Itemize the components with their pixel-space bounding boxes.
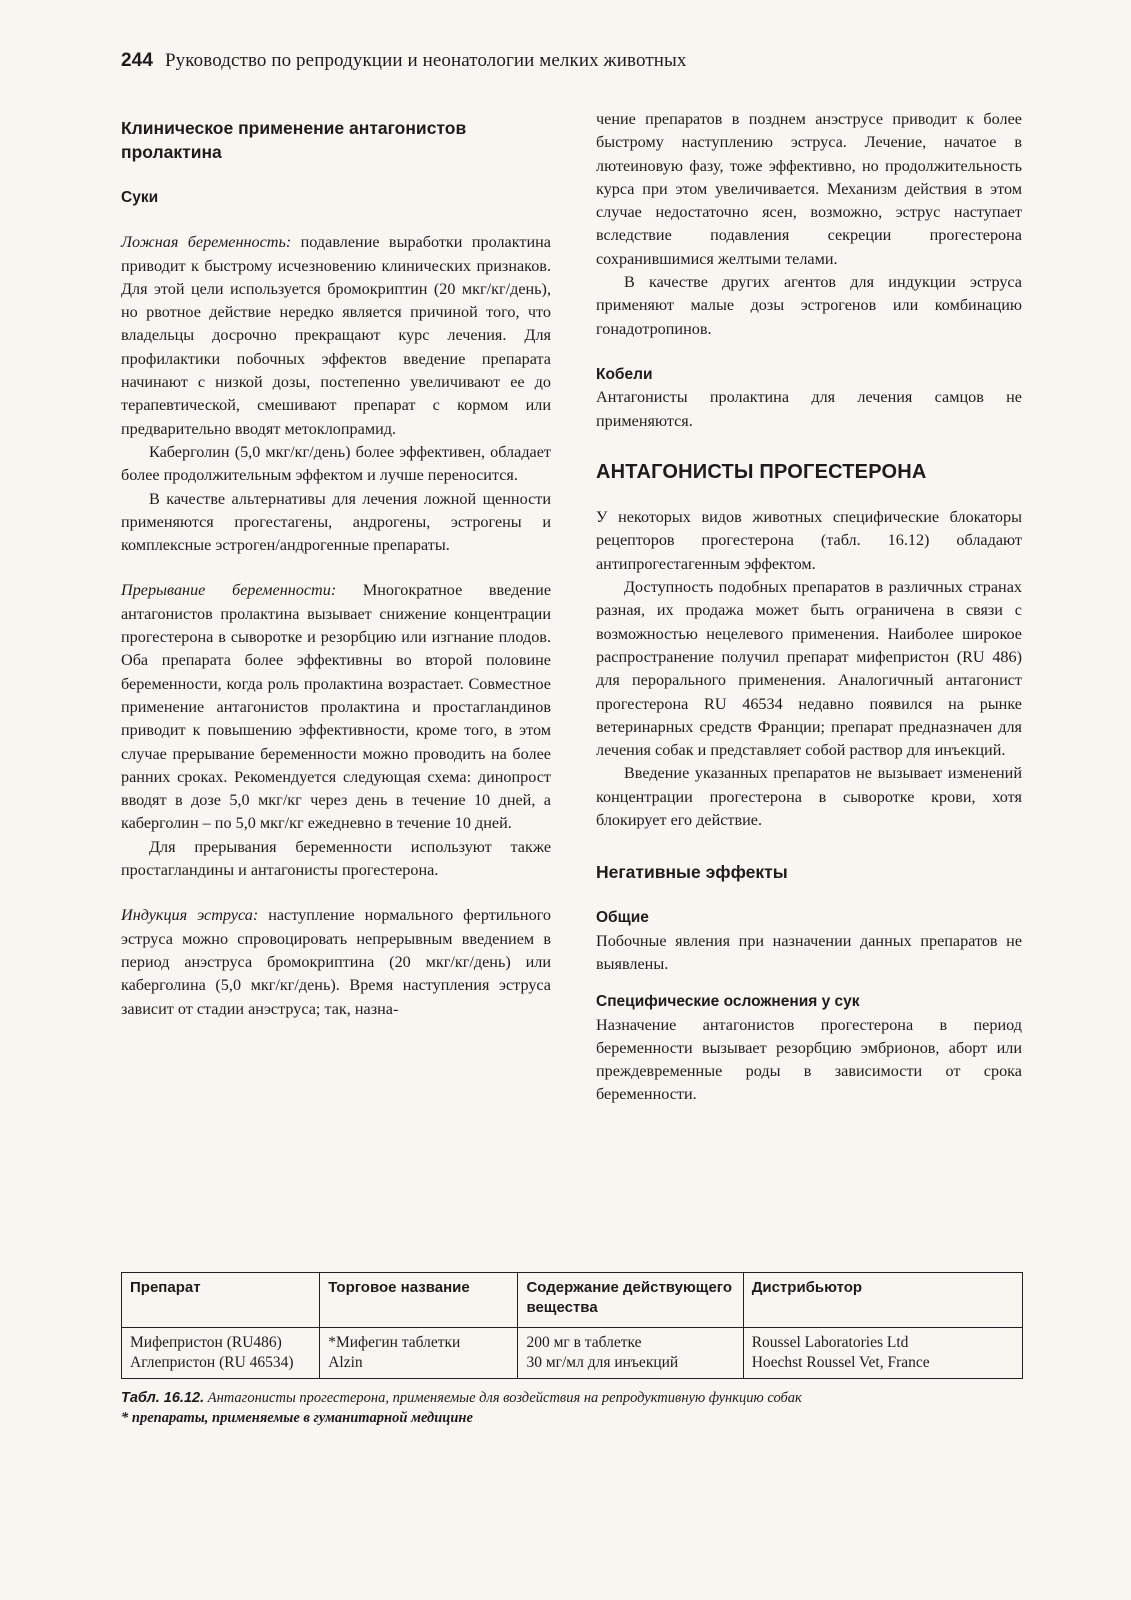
term-label: Ложная беременность: bbox=[121, 233, 292, 252]
column-header: Дистрибьютор bbox=[743, 1273, 1022, 1328]
left-column bbox=[121, 110, 551, 1021]
caption-text: Антагонисты прогестерона, применяемые для воздействия на репродуктивную функцию собак bbox=[204, 1390, 802, 1406]
paragraph: Каберголин (5,0 мкг/кг/день) более эффективен, обладает более продолжительным эффектом и лучше переносится. bbox=[121, 442, 551, 485]
table-cell: Roussel Laboratories Ltd Hoechst Roussel Vet, France bbox=[743, 1328, 1022, 1379]
paragraph: Доступность подобных препаратов в различных странах разная, их продажа может быть ограничена в связи с возможностью нецелевого применения. Наиболее широкое распространение получил препарат мифепристон (RU 486) для перорального применения. Аналогичный антагонист прогестерона RU 46534 недавно появился на рынке ветеринарных средств Франции; препарат предназначен для лечения собак и представляет собой раствор для инъекций. bbox=[596, 578, 1022, 760]
right-column bbox=[596, 108, 1022, 1107]
paragraph-estrus-induction: Индукция эструса: наступление нормального фертильного эструса можно спровоцировать непрерывным введением в период анэструса бромокриптина (20 мкг/кг/день) или каберголина (5,0 мкг/кг/день). Время наступления эструса зависит от стадии анэструса; так, назна- bbox=[121, 906, 552, 1018]
paragraph-false-pregnancy: Ложная беременность: подавление выработки пролактина приводит к быстрому исчезновению клинических признаков. Для этой цели используется бромокриптин (20 мкг/кг/день), но рвотное действие нередко является причиной того, что владельцы досрочно прекращают курс лечения. Для профилактики побочных эффектов введение препарата начинают с низкой дозы, постепенно увеличивают ее до терапевтической, смешивают препарат с кормом или предварительно вводят метоклопрамид. bbox=[121, 233, 551, 438]
column-header: Препарат bbox=[122, 1273, 320, 1328]
subheading-suki: Суки bbox=[121, 189, 159, 206]
paragraph: Для прерывания беременности используют также простагландины и антагонисты прогестерона. bbox=[121, 837, 551, 880]
paragraph: Побочные явления при назначении данных препаратов не выявлены. bbox=[596, 931, 1022, 973]
table-cell: *Мифегин таблетки Alzin bbox=[320, 1328, 518, 1379]
section-title-progesterone: АНТАГОНИСТЫ ПРОГЕСТЕРОНА bbox=[596, 460, 927, 483]
table-header-row bbox=[122, 1273, 1023, 1328]
paragraph: Введение указанных препаратов не вызывает изменений концентрации прогестерона в сыворотке крови, хотя блокирует его действие. bbox=[596, 764, 1022, 830]
column-header: Содержание действующего вещества bbox=[518, 1273, 743, 1328]
table-row bbox=[122, 1328, 1023, 1379]
paragraph: В качестве альтернативы для лечения ложной щенности применяются прогестагены, андрогены, эстрогены и комплексные эстроген/андрогенные препараты. bbox=[121, 489, 551, 555]
paragraph: Назначение антагонистов прогестерона в период беременности вызывает резорбцию эмбрионов, аборт или преждевременные роды в зависимости от срока беременности. bbox=[596, 1015, 1022, 1104]
paragraph: чение препаратов в позднем анэструсе приводит к более быстрому наступлению эструса. Лечение, начатое в лютеиновую фазу, тоже эффективно, но продолжительность курса при этом увеличивается. Механизм действия в этом случае недостаточно ясен, возможно, эструс наступает вследствие подавления секреции прогестерона сохранившимися желтыми телами. bbox=[596, 110, 1022, 268]
table-cell: 200 мг в таблетке 30 мг/мл для инъекций bbox=[518, 1328, 743, 1379]
running-title: Руководство по репродукции и неонатологии мелких животных bbox=[165, 50, 687, 71]
section-heading-negative-effects: Негативные эффекты bbox=[596, 862, 788, 883]
paragraph: У некоторых видов животных специфические блокаторы рецепторов прогестерона (табл. 16.12) обладают антипрогестагенным эффектом. bbox=[596, 508, 1022, 573]
table-cell: Мифепристон (RU486) Аглепристон (RU 46534) bbox=[122, 1328, 320, 1379]
table-block bbox=[121, 1272, 1023, 1428]
running-header bbox=[121, 50, 1021, 72]
drug-table bbox=[121, 1272, 1023, 1379]
subheading-specific: Специфические осложнения у сук bbox=[596, 993, 860, 1011]
table-footnote: * препараты, применяемые в гуманитарной медицине bbox=[121, 1410, 473, 1426]
subheading-general: Общие bbox=[596, 909, 649, 927]
paragraph-termination: Прерывание беременности: Многократное введение антагонистов пролактина вызывает снижение концентрации прогестерона в сыворотке и резорбцию или изгнание плодов. Оба препарата более эффективны во второй половине беременности, когда роль пролактина возрастает. Совместное применение антагонистов пролактина и простагландинов приводит к повышению эффективности, кроме того, в этом случае прерывание беременности можно проводить на более ранних сроках. Рекомендуется следующая схема: динопрост вводят в дозе 5,0 мкг/кг через день в течение 10 дней, а каберголин – по 5,0 мкг/кг ежедневно в течение 10 дней. bbox=[121, 581, 552, 833]
paragraph: В качестве других агентов для индукции эструса применяют малые дозы эстрогенов или комбинацию гонадотропинов. bbox=[596, 273, 1022, 338]
subheading-kobeli: Кобели bbox=[596, 365, 653, 383]
table-caption bbox=[121, 1388, 1023, 1428]
caption-label: Табл. 16.12. bbox=[121, 1390, 205, 1406]
section-heading-prolactin: Клиническое применение антагонистов пролактина bbox=[121, 118, 467, 162]
term-label: Индукция эструса: bbox=[121, 906, 259, 925]
term-label: Прерывание беременности: bbox=[121, 581, 337, 600]
column-header: Торговое название bbox=[320, 1273, 518, 1328]
paragraph: Антагонисты пролактина для лечения самцов не применяются. bbox=[596, 388, 1022, 430]
page-number: 244 bbox=[121, 50, 154, 71]
